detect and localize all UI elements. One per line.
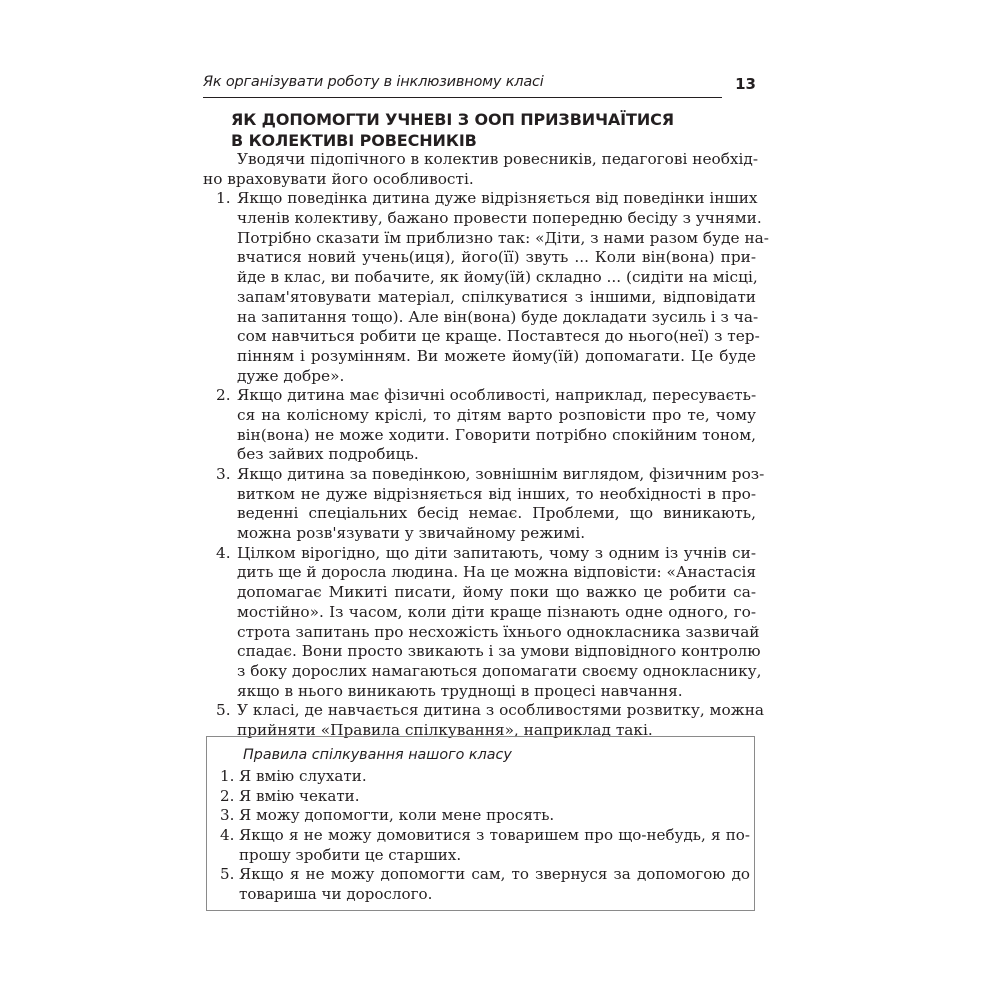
list-item-line — [203, 386, 756, 406]
list-item-number: 1. — [216, 189, 231, 208]
list-item-text: Якщо дитина має фізичні особливості, наприклад, пересуваєть- — [237, 386, 757, 405]
list-item-line: запам'ятовувати матеріал, спілкуватися з іншими, відповідати — [237, 287, 756, 306]
list-item-number: 4. — [216, 543, 231, 562]
rule-text: Я вмію слухати. — [239, 767, 367, 785]
list-item-line: на запитання тощо). Але він(вона) буде докладати зусиль і з ча- — [237, 307, 759, 326]
list-item-line: йде в клас, ви побачите, як йому(їй) складно ... (сидіти на місці, — [237, 268, 758, 287]
list-item-line: він(вона) не може ходити. Говорити потрібно спокійним тоном, — [237, 425, 756, 444]
body-text — [203, 150, 769, 741]
section-heading — [231, 109, 751, 151]
list-item-line: Потрібно сказати їм приблизно так: «Діти, з нами разом буде на- — [237, 228, 769, 247]
list-item — [203, 543, 762, 702]
header-title: Як організувати роботу в інклюзивному класі — [203, 74, 544, 90]
list-item-number: 2. — [216, 386, 231, 405]
list-item-line: мостійно». Із часом, коли діти краще пізнають одне одного, го- — [237, 602, 756, 621]
list-item-line: спадає. Вони просто звикають і за умови відповідного контролю — [237, 642, 761, 661]
rules-box-title: Правила спілкування нашого класу — [243, 747, 512, 763]
list-item-line — [203, 544, 756, 564]
rule-number: 5. — [220, 865, 235, 884]
list-item-text: Якщо поведінка дитина дуже відрізняється від поведінки інших — [237, 189, 758, 208]
rule-line — [207, 767, 750, 787]
list-item-text: Якщо дитина за поведінкою, зовнішнім виглядом, фізичним роз- — [237, 465, 765, 483]
heading-line: В КОЛЕКТИВІ РОВЕСНИКІВ — [231, 131, 477, 150]
list-item-line — [203, 465, 765, 485]
rules-list — [207, 767, 750, 905]
list-item-line: вчатися новий учень(иця), його(її) звуть ... Коли він(вона) при- — [237, 248, 756, 267]
list-item-line: веденні спеціальних бесід немає. Проблеми, що виникають, — [237, 504, 756, 523]
list-item-line: дуже добре». — [237, 366, 345, 385]
rule-text: Якщо я не можу домовитися з товаришем про що-небудь, я по- — [239, 826, 750, 845]
list-item-text: Цілком вірогідно, що діти запитають, чому з одним із учнів си- — [237, 543, 756, 562]
list-item-number: 5. — [216, 701, 231, 720]
list-item — [203, 701, 765, 740]
list-item — [203, 386, 756, 465]
rule-number: 3. — [220, 806, 235, 825]
header-rule — [203, 97, 722, 98]
intro-line: Уводячи підопічного в колектив ровесників, педагогові необхід- — [237, 150, 759, 168]
list-item-text: У класі, де навчається дитина з особливостями розвитку, можна — [237, 701, 765, 720]
rule-text: Якщо я не можу допомогти сам, то звернуся за допомогою до — [239, 865, 750, 884]
rule-line: прошу зробити це старших. — [239, 845, 462, 864]
rule-number: 2. — [220, 786, 235, 805]
rule-line — [207, 865, 750, 885]
list-item-line: ся на колісному кріслі, то дітям варто розповісти про те, чому — [237, 405, 756, 424]
numbered-list — [203, 189, 769, 740]
list-item-line: з боку дорослих намагаються допомагати своєму однокласнику, — [237, 661, 762, 680]
rule-number: 1. — [220, 767, 235, 785]
running-header — [203, 73, 756, 99]
rule-text: Я можу допомогти, коли мене просять. — [239, 806, 555, 825]
list-item-line — [203, 189, 756, 209]
rules-box — [206, 736, 755, 911]
list-item-line: пінням і розумінням. Ви можете йому(їй) допомагати. Це буде — [237, 346, 756, 365]
rule-line — [207, 826, 750, 846]
heading-line: ЯК ДОПОМОГТИ УЧНЕВІ З ООП ПРИЗВИЧАЇТИСЯ — [231, 110, 675, 129]
rule-line — [207, 806, 750, 826]
rule-text: Я вмію чекати. — [239, 786, 360, 805]
list-item-line: якщо в нього виникають труднощі в процесі навчання. — [237, 681, 683, 700]
list-item-line — [203, 701, 765, 721]
list-item-line: строта запитань про несхожість їхнього однокласника зазвичай — [237, 622, 760, 641]
list-item-line: без зайвих подробиць. — [237, 445, 419, 464]
intro-line: но враховувати його особливості. — [203, 169, 474, 188]
list-item-line: можна розв'язувати у звичайному режимі. — [237, 524, 586, 543]
list-item-line: витком не дуже відрізняється від інших, то необхідності в про- — [237, 484, 756, 503]
list-item-line: прийняти «Правила спілкування», наприклад такі. — [237, 720, 653, 739]
rule-line: товариша чи дорослого. — [239, 885, 433, 904]
list-item — [203, 465, 765, 544]
page-number: 13 — [735, 75, 756, 93]
list-item-line: членів колективу, бажано провести попередню бесіду з учнями. — [237, 209, 762, 228]
rule-number: 4. — [220, 826, 235, 845]
list-item-line: допомагає Микиті писати, йому поки що важко це робити са- — [237, 583, 756, 602]
list-item-line: дить ще й доросла людина. На це можна відповісти: «Анастасія — [237, 563, 757, 582]
rule-line — [207, 787, 750, 807]
list-item — [203, 189, 769, 386]
list-item-number: 3. — [216, 465, 231, 483]
list-item-line: сом навчиться робити це краще. Поставтеся до нього(неї) з тер- — [237, 327, 760, 346]
